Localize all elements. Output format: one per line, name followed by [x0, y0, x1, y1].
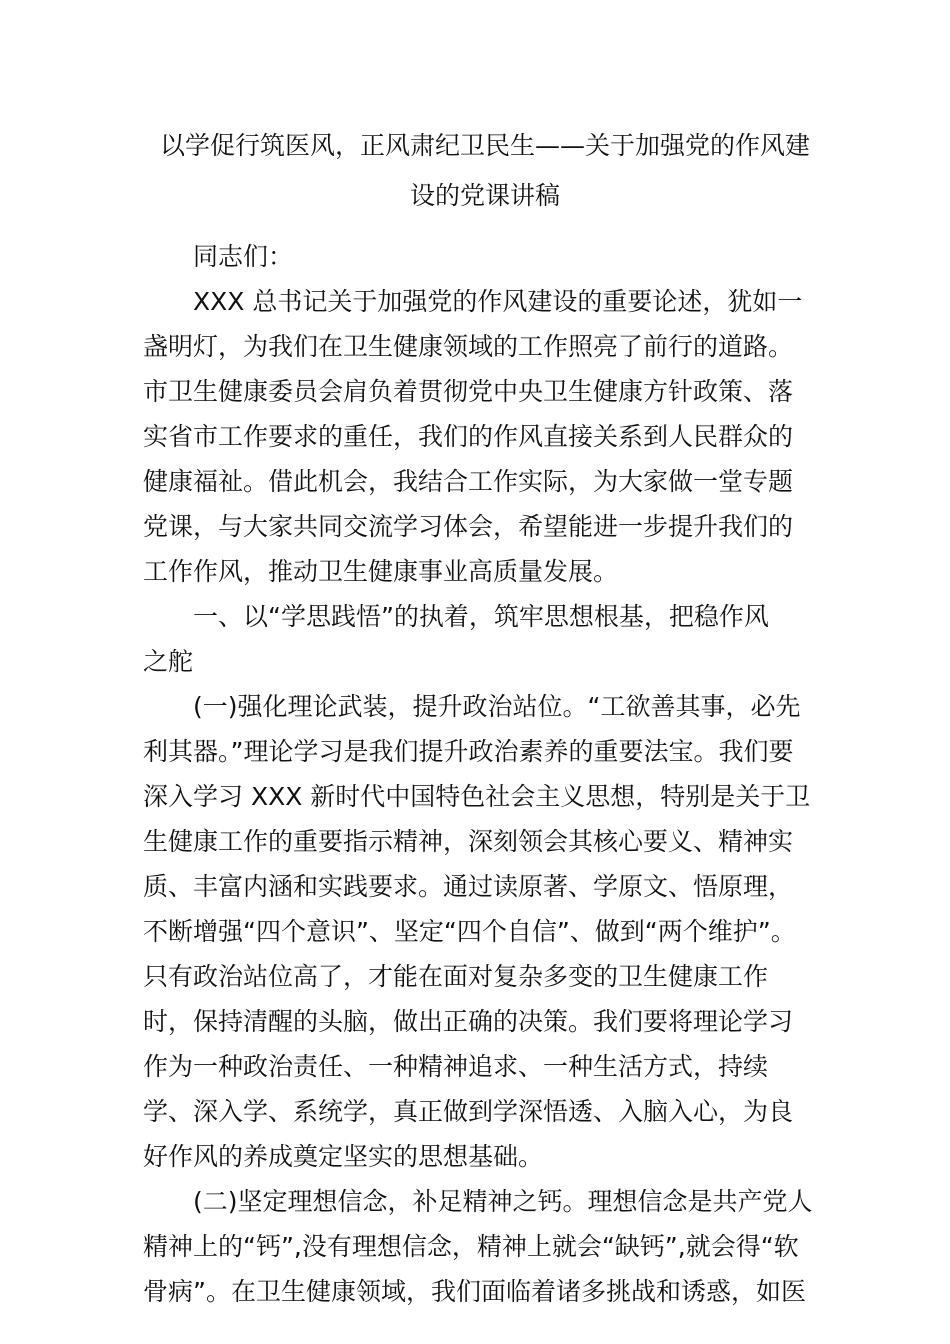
paragraph-line: XXX 总书记关于加强党的作风建设的重要论述，犹如一	[193, 287, 803, 316]
paragraph-line: 不断增强“四个意识”、坚定“四个自信”、做到“两个维护”。	[143, 917, 796, 946]
paragraph-line: 作为一种政治责任、一种精神追求、一种生活方式，持续	[143, 1052, 769, 1081]
section-heading-line: 之舵	[143, 647, 194, 676]
paragraph-line: 利其器。”理论学习是我们提升政治素养的重要法宝。我们要	[143, 737, 794, 766]
paragraph-line: 质、丰富内涵和实践要求。通过读原著、学原文、悟原理，	[143, 872, 794, 901]
paragraph-line: 时，保持清醒的头脑，做出正确的决策。我们要将理论学习	[143, 1007, 794, 1036]
paragraph-line: 党课，与大家共同交流学习体会，希望能进一步提升我们的	[143, 512, 794, 541]
paragraph-line: (一)强化理论武装，提升政治站位。“工欲善其事，必先	[193, 692, 801, 721]
salutation: 同志们：	[193, 242, 294, 271]
paragraph-line: 好作风的养成奠定坚实的思想基础。	[143, 1142, 544, 1171]
document-body	[143, 234, 843, 1314]
paragraph-line: 生健康工作的重要指示精神，深刻领会其核心要义、精神实	[143, 827, 794, 856]
paragraph-line: 学、深入学、系统学，真正做到学深悟透、入脑入心，为良	[143, 1097, 794, 1126]
paragraph-line: 深入学习 XXX 新时代中国特色社会主义思想，特别是关于卫	[143, 782, 811, 811]
section-heading-line: 一、以“学思践悟”的执着，筑牢思想根基，把稳作风	[193, 602, 769, 631]
document-title-line-1: 以学促行筑医风，正风肃纪卫民生——关于加强党的作风建	[159, 131, 810, 160]
paragraph-line: 实省市工作要求的重任，我们的作风直接关系到人民群众的	[143, 422, 794, 451]
paragraph-line: 盏明灯，为我们在卫生健康领域的工作照亮了前行的道路。	[143, 332, 794, 361]
paragraph-line: 健康福祉。借此机会，我结合工作实际，为大家做一堂专题	[143, 467, 794, 496]
paragraph-line: 精神上的“钙”,没有理想信念，精神上就会“缺钙”,就会得“软	[143, 1232, 799, 1261]
paragraph-line: (二)坚定理想信念，补足精神之钙。理想信念是共产党人	[193, 1187, 813, 1216]
document-title-line-2: 设的党课讲稿	[409, 181, 560, 210]
paragraph-line: 市卫生健康委员会肩负着贯彻党中央卫生健康方针政策、落	[143, 377, 794, 406]
paragraph-line: 骨病”。在卫生健康领域，我们面临着诸多挑战和诱惑，如医	[143, 1277, 806, 1306]
paragraph-line: 只有政治站位高了，才能在面对复杂多变的卫生健康工作	[143, 962, 769, 991]
paragraph-line: 工作作风，推动卫生健康事业高质量发展。	[143, 557, 619, 586]
